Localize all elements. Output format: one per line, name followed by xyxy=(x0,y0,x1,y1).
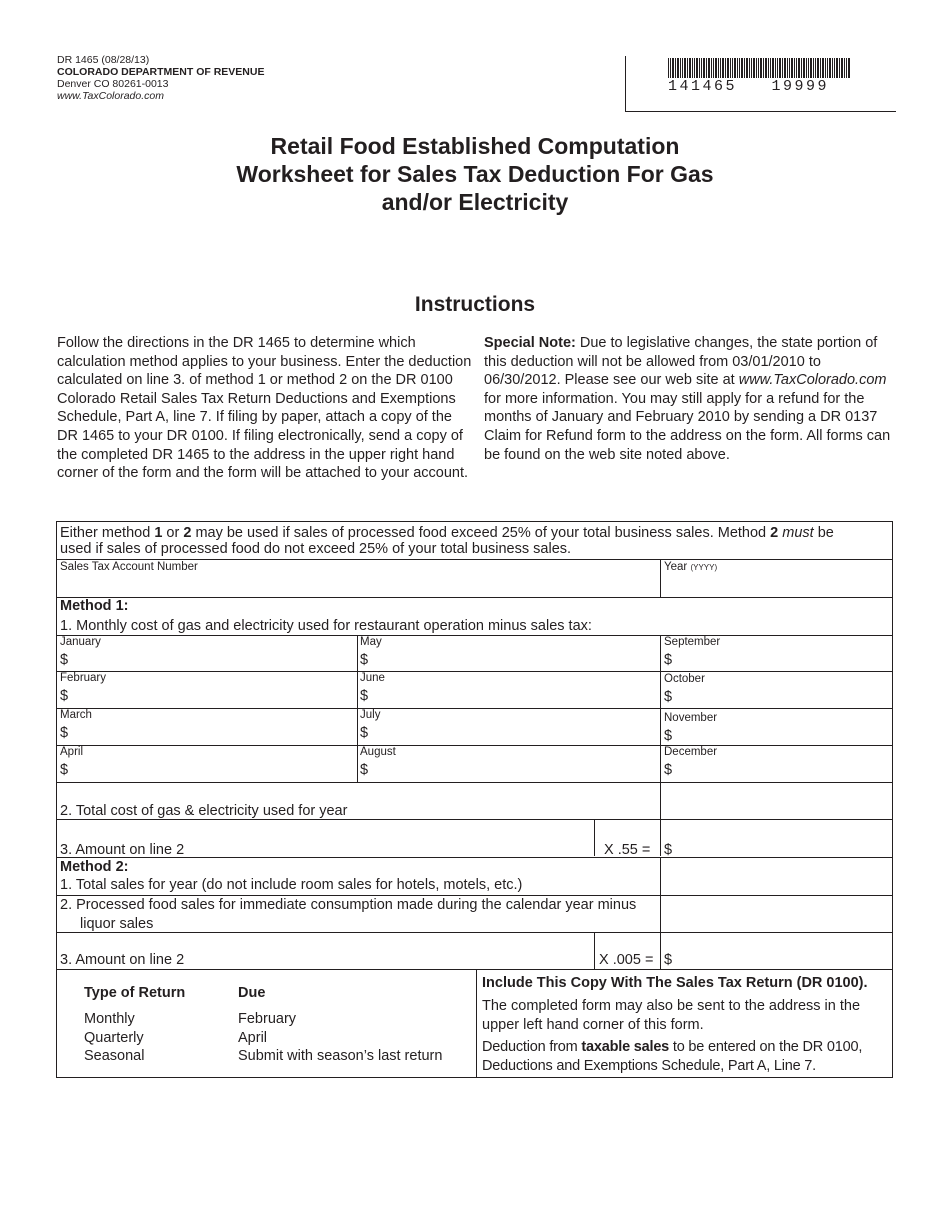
method-1-heading: Method 1: xyxy=(60,598,129,614)
month-field-february[interactable]: $ xyxy=(60,688,69,704)
month-label-july: July xyxy=(360,709,381,721)
account-number-field[interactable] xyxy=(60,570,655,594)
instructions-left-text: Follow the directions in the DR 1465 to determine which calculation method applies to your business. Enter the deduction calculated on line 3. of method 1 or method 2 on the DR 0100 Colorado Retail Sales Tax Return Deductions and Exemptions Schedule, Part A, line 7. If filing by paper, attach a copy of the DR 1465 to your DR 0100. If filing electronically, send a copy of the completed DR 1465 to the address in the upper right hand corner of the form and the form will be attached to your account. xyxy=(57,335,472,482)
method-1-total-field[interactable] xyxy=(664,784,886,818)
month-label-march: March xyxy=(60,709,92,721)
month-label-february: February xyxy=(60,672,107,684)
include-text-2a: Deduction from taxable sales to be entered on the DR 0100, xyxy=(482,1039,863,1055)
method-2-heading: Method 2: xyxy=(60,859,129,875)
barcode-number: 141465 19999 xyxy=(668,78,830,95)
method-2-multiplier: X .005 = xyxy=(599,952,654,968)
month-field-january[interactable]: $ xyxy=(60,652,69,668)
method-1-line-3: 3. Amount on line 2 xyxy=(60,842,185,858)
year-label: Year (YYYY) xyxy=(664,561,718,573)
special-note xyxy=(484,334,899,464)
include-text-1a: The completed form may also be sent to the address in the xyxy=(482,998,861,1014)
month-label-may: May xyxy=(360,636,382,648)
month-label-november: November xyxy=(664,712,718,724)
method-2-result-field[interactable]: $ xyxy=(664,952,673,968)
page-title xyxy=(0,132,950,216)
include-copy-heading: Include This Copy With The Sales Tax Return (DR 0100). xyxy=(482,975,868,991)
form-id: DR 1465 (08/28/13) xyxy=(57,54,150,66)
month-field-december[interactable]: $ xyxy=(664,762,673,778)
title-line-2: Worksheet for Sales Tax Deduction For Gas xyxy=(236,161,714,187)
account-number-label: Sales Tax Account Number xyxy=(60,561,198,573)
return-due-seasonal: Submit with season’s last return xyxy=(238,1048,443,1064)
special-note-text-1: Due to legislative changes, the state portion of this deduction will not be allowed from 03/01/2010 to 06/30/2012. Please see our web site at xyxy=(484,335,878,389)
month-field-march[interactable]: $ xyxy=(60,725,69,741)
special-note-text-2: for more information. You may still apply for a refund for the months of January and February 2010 by sending a DR 0137 Claim for Refund form to the address on the form. All forms can be found on the web site noted above. xyxy=(484,390,891,463)
month-label-august: August xyxy=(360,746,396,758)
method-1-line-1: 1. Monthly cost of gas and electricity used for restaurant operation minus sales tax: xyxy=(60,618,592,634)
method-2-line-1: 1. Total sales for year (do not include room sales for hotels, motels, etc.) xyxy=(60,877,523,893)
month-field-may[interactable]: $ xyxy=(360,652,369,668)
title-line-1: Retail Food Established Computation xyxy=(270,133,680,159)
month-label-january: January xyxy=(60,636,101,648)
return-due-header: Due xyxy=(238,985,266,1001)
barcode-icon xyxy=(668,58,851,78)
include-text-2b: Deductions and Exemptions Schedule, Part A, Line 7. xyxy=(482,1058,816,1074)
return-type-seasonal: Seasonal xyxy=(84,1048,145,1064)
month-label-december: December xyxy=(664,746,718,758)
return-type-quarterly: Quarterly xyxy=(84,1030,144,1046)
method-2-total-sales-field[interactable] xyxy=(664,859,886,893)
instructions-heading: Instructions xyxy=(414,293,536,316)
form-header xyxy=(57,54,264,102)
month-label-june: June xyxy=(360,672,385,684)
include-text-1b: upper left hand corner of this form. xyxy=(482,1017,704,1033)
month-field-november[interactable]: $ xyxy=(664,728,673,744)
method-1-line-2: 2. Total cost of gas & electricity used for year xyxy=(60,803,348,819)
computation-worksheet xyxy=(56,521,893,1078)
month-label-october: October xyxy=(664,673,705,685)
return-due-monthly: February xyxy=(238,1011,297,1027)
month-field-september[interactable]: $ xyxy=(664,652,673,668)
intro-text-line-2: used if sales of processed food do not exceed 25% of your total business sales. xyxy=(60,541,572,557)
title-line-3: and/or Electricity xyxy=(381,189,569,215)
month-field-july[interactable]: $ xyxy=(360,725,369,741)
special-note-label: Special Note: xyxy=(484,335,576,351)
method-2-line-2: 2. Processed food sales for immediate consumption made during the calendar year minus xyxy=(60,897,637,913)
month-label-september: September xyxy=(664,636,721,648)
method-1-result-field[interactable]: $ xyxy=(664,842,673,858)
method-2-line-2-cont: liquor sales xyxy=(80,916,154,932)
method-2-line-3: 3. Amount on line 2 xyxy=(60,952,185,968)
website-link[interactable]: www.TaxColorado.com xyxy=(57,90,164,102)
department-city: Denver CO 80261-0013 xyxy=(57,78,169,90)
return-type-header: Type of Return xyxy=(84,985,186,1001)
year-field[interactable] xyxy=(664,570,886,594)
month-field-october[interactable]: $ xyxy=(664,689,673,705)
special-note-link[interactable]: www.TaxColorado.com xyxy=(738,372,887,389)
method-2-processed-food-field[interactable] xyxy=(664,897,886,931)
method-1-multiplier: X .55 = xyxy=(604,842,651,858)
return-due-quarterly: April xyxy=(238,1030,268,1046)
department-name: COLORADO DEPARTMENT OF REVENUE xyxy=(57,66,265,78)
return-type-monthly: Monthly xyxy=(84,1011,135,1027)
month-label-april: April xyxy=(60,746,84,758)
month-field-april[interactable]: $ xyxy=(60,762,69,778)
month-field-august[interactable]: $ xyxy=(360,762,369,778)
month-field-june[interactable]: $ xyxy=(360,688,369,704)
intro-text: Either method 1 or 2 may be used if sales of processed food exceed 25% of your total business sales. Method 2 must be xyxy=(60,525,834,541)
